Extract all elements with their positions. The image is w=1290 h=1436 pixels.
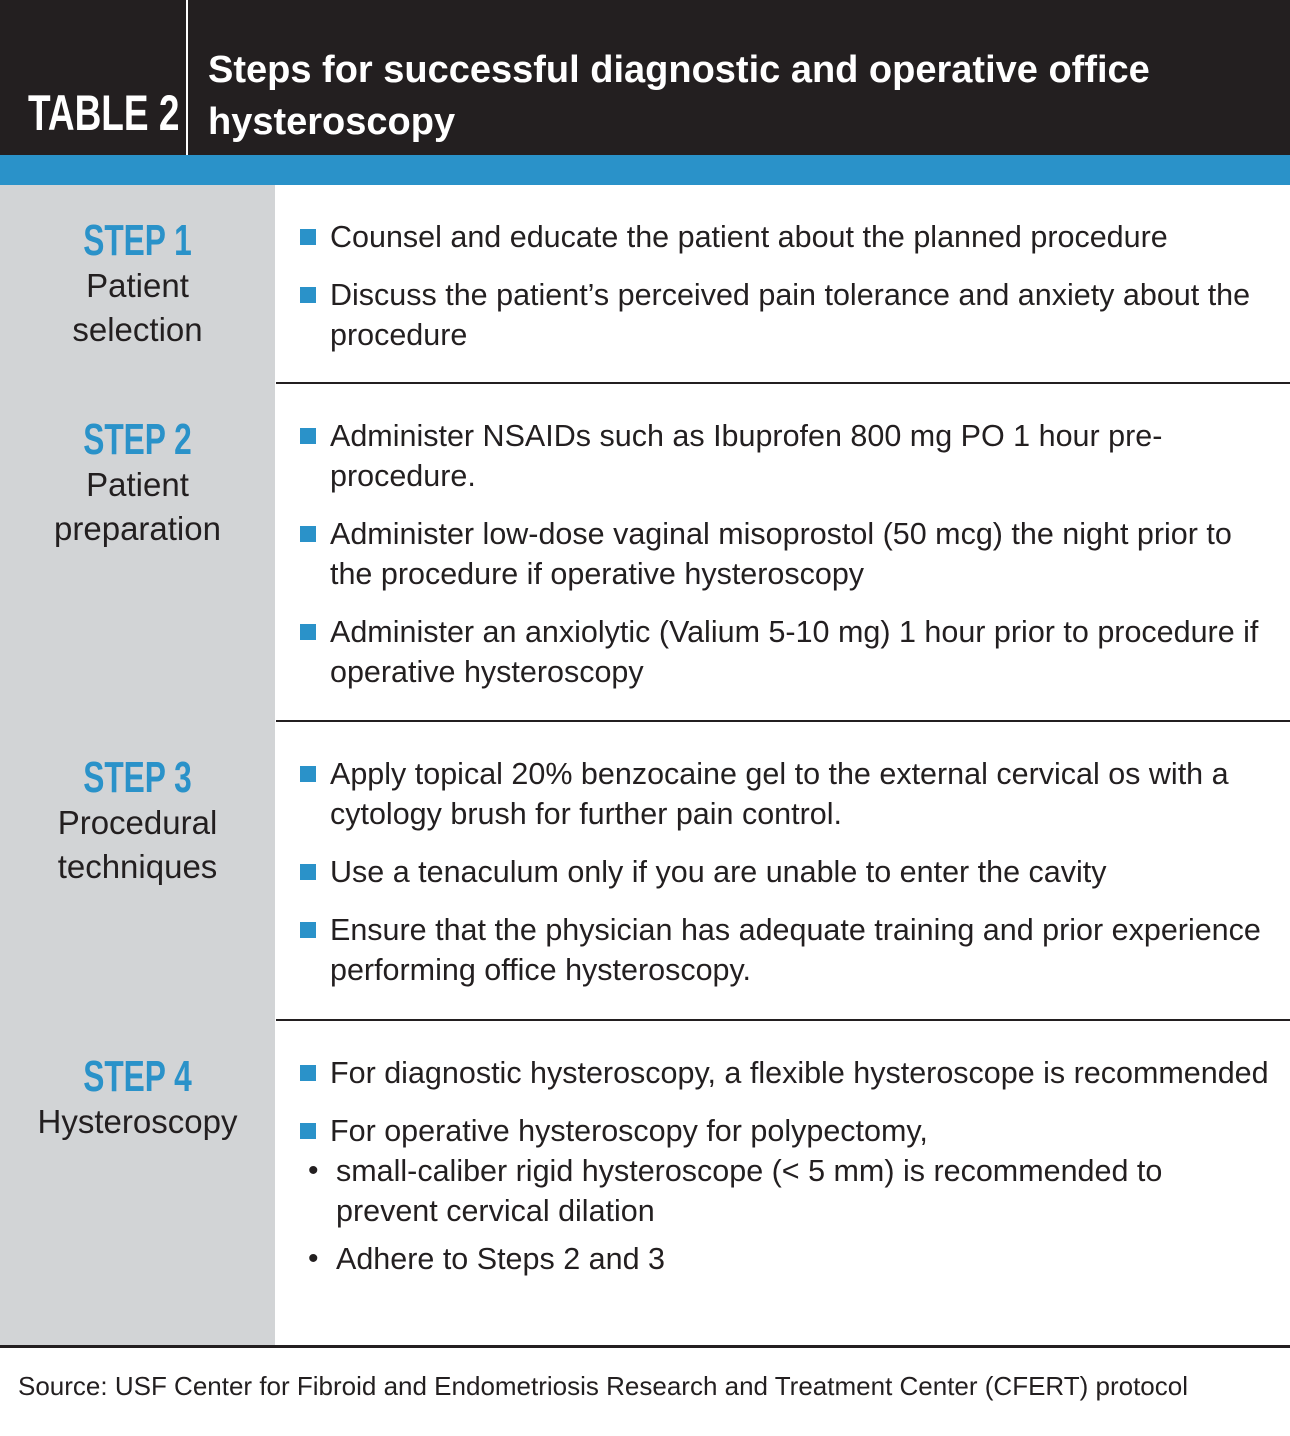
sub-bullet-item (304, 1239, 1270, 1279)
step-bullets (300, 1053, 1270, 1287)
bullet-item (300, 416, 1270, 496)
dot-bullet-icon: • (308, 1154, 319, 1187)
step-row-1 (0, 185, 1290, 383)
step-heading (0, 753, 275, 888)
square-bullet-icon (300, 526, 316, 542)
step-row-4 (0, 1021, 1290, 1345)
step-row-3 (0, 722, 1290, 1020)
sub-bullet-text: small-caliber rigid hysteroscope (< 5 mm) is recommended to prevent cervical dilation (336, 1154, 1163, 1228)
square-bullet-icon (300, 624, 316, 640)
step-heading (0, 216, 275, 351)
step-name-line1: Patient (86, 466, 189, 503)
bullet-text: Use a tenaculum only if you are unable to enter the cavity (330, 855, 1107, 889)
bullet-text: Apply topical 20% benzocaine gel to the external cervical os with a cytology brush for further pain control. (330, 757, 1229, 831)
bullet-item (300, 1053, 1270, 1093)
table-title: Steps for successful diagnostic and operative office hysteroscopy (208, 49, 1150, 143)
bullet-item (300, 514, 1270, 594)
step-bullets (300, 217, 1270, 373)
step-bullets (300, 754, 1270, 1008)
step-name-line2: selection (72, 311, 203, 348)
bullet-item (300, 612, 1270, 692)
step-name-line2: techniques (57, 848, 218, 885)
bullet-text: Administer low-dose vaginal misoprostol (50 mcg) the night prior to the procedure if operative hysteroscopy (330, 517, 1232, 591)
step-name-line1: Procedural (57, 804, 218, 841)
bullet-item (300, 754, 1270, 834)
source-note: Source: USF Center for Fibroid and Endometriosis Research and Treatment Center (CFERT) protocol (18, 1371, 1188, 1401)
bullet-text: Discuss the patient’s perceived pain tolerance and anxiety about the procedure (330, 278, 1251, 352)
step-heading (0, 415, 275, 550)
bullet-item (300, 217, 1270, 257)
table-header (0, 0, 1290, 155)
step-row-2 (0, 384, 1290, 721)
dot-bullet-icon: • (308, 1242, 319, 1275)
step-bullets (300, 416, 1270, 710)
sub-bullet-text: Adhere to Steps 2 and 3 (336, 1242, 665, 1276)
accent-band (0, 155, 1290, 185)
bullet-item (300, 1111, 1270, 1151)
bullet-item (300, 275, 1270, 355)
square-bullet-icon (300, 1065, 316, 1081)
square-bullet-icon (300, 287, 316, 303)
step-name-line2: preparation (54, 510, 221, 547)
sub-bullet-item (304, 1151, 1270, 1231)
square-bullet-icon (300, 922, 316, 938)
step-heading (0, 1052, 275, 1143)
bullet-item (300, 852, 1270, 892)
square-bullet-icon (300, 1123, 316, 1139)
square-bullet-icon (300, 864, 316, 880)
step-name-line1: Patient (86, 267, 189, 304)
step-number: STEP 1 (83, 216, 192, 265)
square-bullet-icon (300, 229, 316, 245)
bullet-text: For operative hysteroscopy for polypectomy, (330, 1114, 928, 1148)
square-bullet-icon (300, 428, 316, 444)
bullet-item (300, 910, 1270, 990)
bullet-text: Administer an anxiolytic (Valium 5-10 mg) 1 hour prior to procedure if operative hysteroscopy (330, 615, 1259, 689)
step-number: STEP 2 (83, 415, 192, 464)
step-number: STEP 4 (83, 1052, 192, 1101)
step-number: STEP 3 (83, 753, 192, 802)
square-bullet-icon (300, 766, 316, 782)
bullet-text: For diagnostic hysteroscopy, a flexible hysteroscope is recommended (330, 1056, 1269, 1090)
bullet-text: Ensure that the physician has adequate training and prior experience performing office hysteroscopy. (330, 913, 1261, 987)
step-name-line1: Hysteroscopy (37, 1103, 238, 1140)
bullet-text: Administer NSAIDs such as Ibuprofen 800 mg PO 1 hour pre-procedure. (330, 419, 1163, 493)
header-divider (186, 0, 188, 155)
table-bottom-rule (0, 1345, 1290, 1348)
bullet-text: Counsel and educate the patient about the planned procedure (330, 220, 1168, 254)
table-label: TABLE 2 (28, 85, 180, 141)
